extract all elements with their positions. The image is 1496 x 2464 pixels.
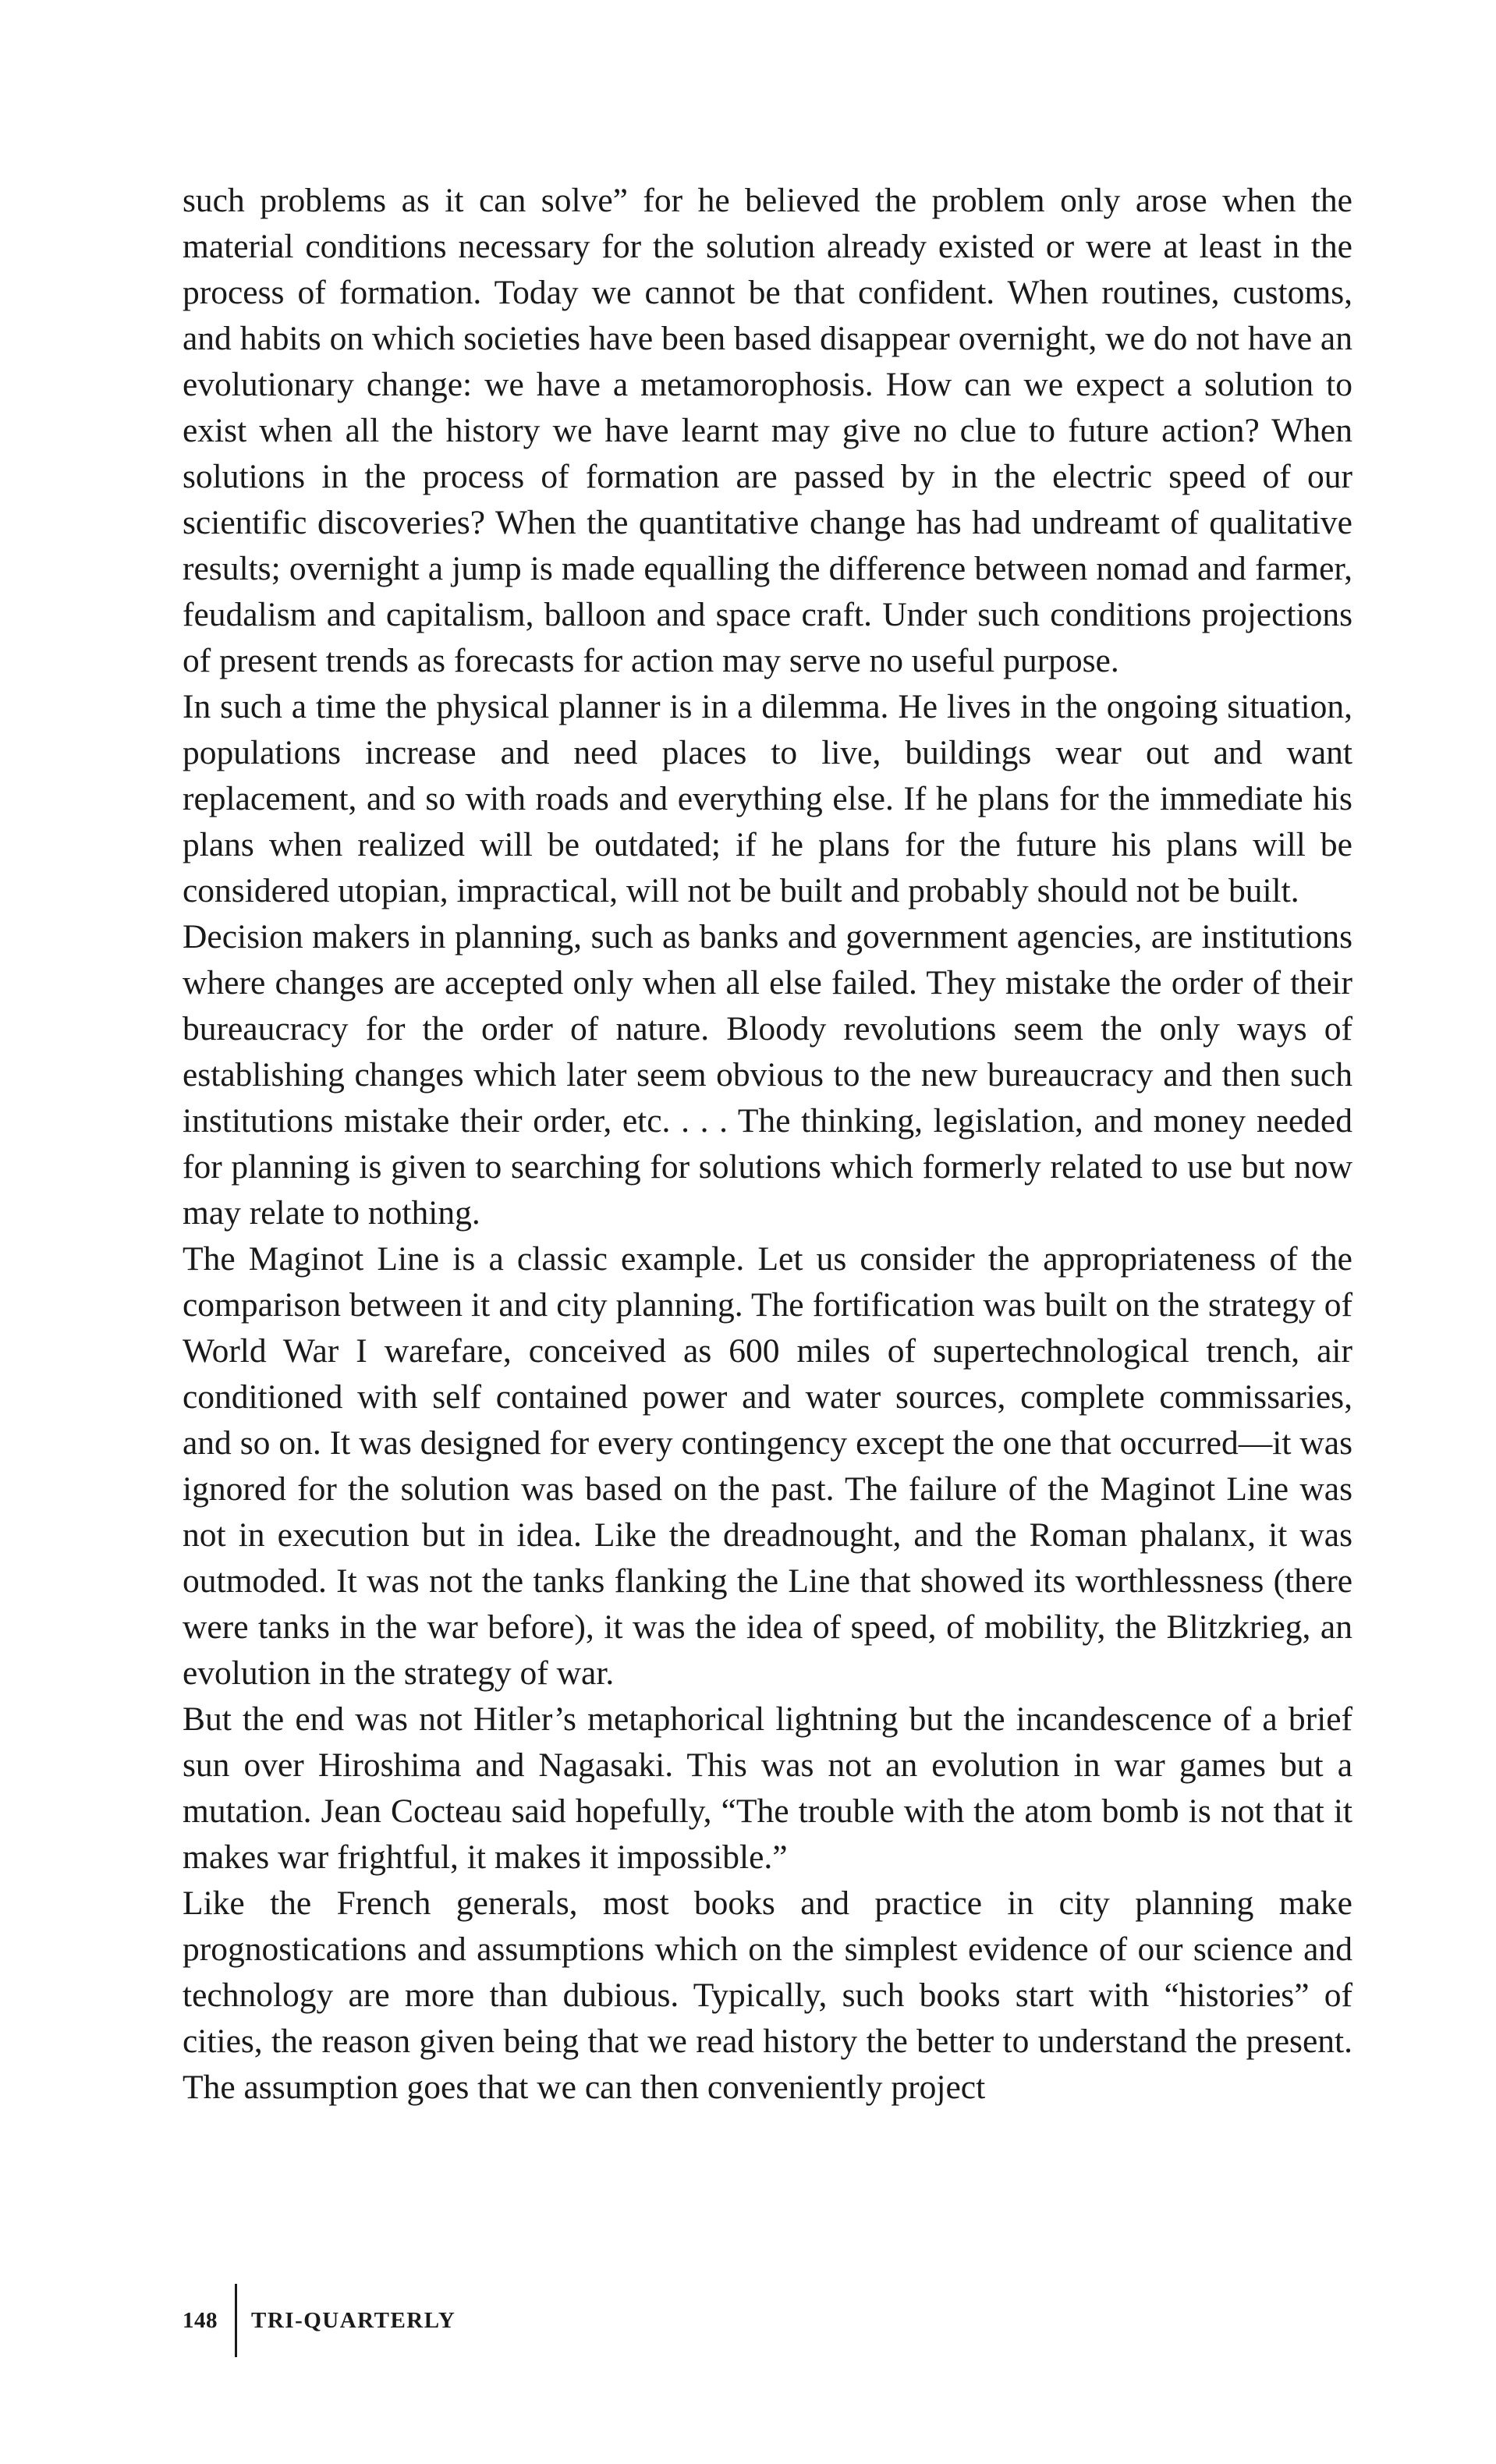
page-number: 148	[183, 2307, 218, 2333]
article-body	[183, 178, 1352, 2111]
paragraph-3: Decision makers in planning, such as banks and government agencies, are institutions where changes are accepted only when all else failed. They mistake the order of their bureaucracy for the order of nature. Bloody revolutions seem the only ways of establishing changes which later seem obvious to the new bureaucracy and then such institutions mistake their order, etc. . . . The thinking, legislation, and money needed for planning is given to searching for solutions which formerly related to use but now may relate to nothing.	[183, 918, 1352, 1232]
journal-name: TRI-QUARTERLY	[251, 2307, 456, 2333]
paragraph-6: Like the French generals, most books and practice in city planning make prognostications and assumptions which on the simplest evidence of our science and technology are more than dubious. Typically, such books start with “histories” of cities, the reason given being that we read history the better to understand the present. The assumption goes that we can then conveniently project	[183, 1884, 1352, 2106]
paragraph-2: In such a time the physical planner is in a dilemma. He lives in the ongoing situation, populations increase and need places to live, buildings wear out and want replacement, and so with roads and everything else. If he plans for the immediate his plans when realized will be outdated; if he plans for the future his plans will be considered utopian, impractical, will not be built and probably should not be built.	[183, 688, 1352, 909]
paragraph-5: But the end was not Hitler’s metaphorical lightning but the incandescence of a brief sun over Hiroshima and Nagasaki. This was not an evolution in war games but a mutation. Jean Cocteau said hopefully, “The trouble with the atom bomb is not that it makes war frightful, it makes it impossible.”	[183, 1700, 1352, 1876]
paragraph-4: The Maginot Line is a classic example. Let us consider the appropriateness of the comparison between it and city planning. The fortification was built on the strategy of World War I warefare, conceived as 600 miles of supertechnological trench, air conditioned with self contained power and water sources, complete commissaries, and so on. It was designed for every contingency except the one that occurred—it was ignored for the solution was based on the past. The failure of the Maginot Line was not in execution but in idea. Like the dreadnought, and the Roman phalanx, it was outmoded. It was not the tanks flanking the Line that showed its worthlessness (there were tanks in the war before), it was the idea of speed, of mobility, the Blitzkrieg, an evolution in the strategy of war.	[183, 1240, 1352, 1692]
footer-divider	[235, 2284, 237, 2357]
paragraph-1: such problems as it can solve” for he believed the problem only arose when the material conditions necessary for the solution already existed or were at least in the process of formation. Today we cannot be that confident. When routines, customs, and habits on which societies have been based disappear overnight, we do not have an evolutionary change: we have a metamorophosis. How can we expect a solution to exist when all the history we have learnt may give no clue to future action? When solutions in the process of formation are passed by in the electric speed of our scientific discoveries? When the quantitative change has had undreamt of qualitative results; overnight a jump is made equalling the difference between nomad and farmer, feudalism and capitalism, balloon and space craft. Under such conditions projections of present trends as forecasts for action may serve no useful purpose.	[183, 182, 1352, 679]
page-footer	[183, 2284, 456, 2357]
